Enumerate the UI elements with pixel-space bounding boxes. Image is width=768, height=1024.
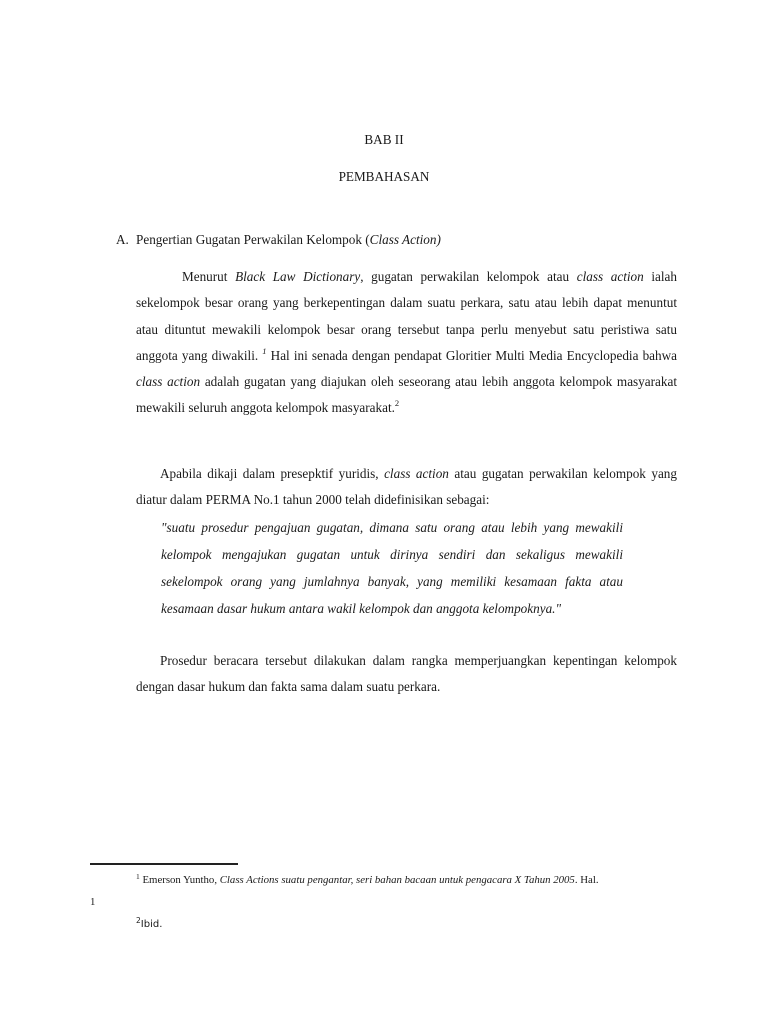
italic-title: Class Actions suatu pengantar, seri bahan bacaan untuk pengacara X Tahun 2005	[219, 874, 575, 886]
italic-term: Black Law Dictionary	[235, 269, 361, 284]
text-run: . Hal.	[574, 874, 599, 886]
text-run: Menurut	[182, 269, 236, 284]
text-run: Emerson Yuntho,	[139, 874, 220, 886]
text-run: Hal ini senada dengan pendapat Gloritier Multi Media Encyclopedia bahwa	[266, 347, 677, 363]
paragraph-procedure: Prosedur beracara tersebut dilakukan dalam rangka memperjuangkan kepentingan kelompok dengan dasar hukum dan fakta sama dalam suatu perkara.	[136, 653, 677, 695]
italic-term: class action	[136, 374, 201, 390]
paragraph-juridical	[136, 461, 677, 514]
section-heading	[116, 232, 441, 248]
text-run: Apabila dikaji dalam presepktif yuridis,	[160, 466, 385, 481]
text-run: adalah gugatan yang diajukan oleh seseorang atau lebih anggota kelompok masyarakat mewakili seluruh anggota kelompok masyarakat.	[136, 374, 677, 416]
text-run: 1	[90, 896, 96, 908]
chapter-title: PEMBAHASAN	[338, 169, 430, 184]
italic-term: class action	[384, 466, 449, 481]
footnote-2	[136, 914, 162, 936]
footnote-ref-1[interactable]: 1	[262, 345, 267, 356]
footnote-separator	[90, 863, 238, 865]
footnote-number: 1	[136, 872, 140, 881]
chapter-label: BAB II	[364, 132, 404, 147]
italic-term: class action	[576, 269, 644, 284]
section-title: Pengertian Gugatan Perwakilan Kelompok (	[136, 232, 370, 247]
paragraph-definition	[136, 264, 677, 422]
block-quote: "suatu prosedur pengajuan gugatan, dimana satu orang atau lebih yang mewakili kelompok mengajukan gugatan untuk dirinya sendiri dan sekaligus mewakili sekelompok orang yang jumlahnya banyak, yang memiliki kesamaan fakta atau kesamaan dasar hukum antara wakil kelompok dan anggota kelompoknya."	[161, 520, 623, 616]
footnote-ref-2[interactable]: 2	[394, 398, 400, 409]
footnote-number: 2	[136, 916, 141, 925]
text-run: , gugatan perwakilan kelompok atau	[360, 269, 577, 284]
text-run: Ibid.	[140, 919, 163, 930]
text-run: atau gugatan perwakilan kelompok yang diatur dalam PERMA No.1 tahun 2000 telah didefinisikan sebagai:	[136, 466, 677, 508]
footnote-1	[90, 869, 680, 913]
section-title-italic: Class Action)	[369, 232, 441, 247]
text-run: ialah sekelompok besar orang yang berkepentingan dalam suatu perkara, satu atau lebih dapat menuntut atau dituntut mewakili kelompok besar orang tersebut tanpa perlu menyebut satu peristiwa satu anggota yang diwakili.	[136, 269, 677, 363]
section-letter: A.	[116, 232, 129, 247]
